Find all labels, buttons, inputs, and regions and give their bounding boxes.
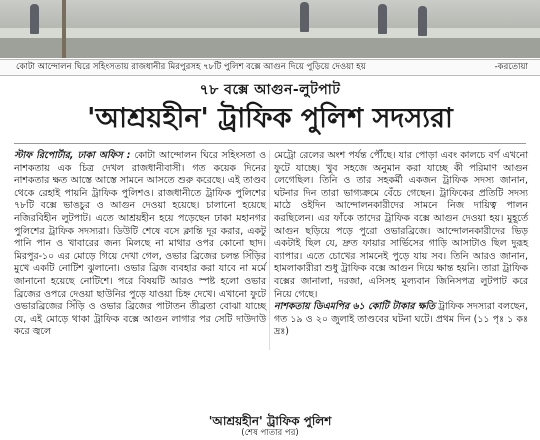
headline-rule bbox=[14, 143, 526, 144]
photo-person bbox=[418, 6, 427, 36]
photo-pole bbox=[62, 0, 66, 58]
article-left-body: কোটা আন্দোলন ঘিরে সহিংসতা ও নাশকতায় এক চিত্র দেখল রাজধানীবাসী। গত কয়েক দিনের নাশকতার ক্ষত আস্তে আস্তে সামনে আসতে শুরু করেছে। এই তাণ্ডব থেকে রেহাই পায়নি ট্রাফিক পুলিশও। রাজধানীতে ট্রাফিক পুলিশের ৭৮টি বক্সে ভাঙচুর ও আগুন দেওয়া হয়েছে। চালানো হয়েছে নজিরবিহীন লুটপাট। এতে আশ্রয়হীন হয়ে পড়েছেন ঢাকা মহানগর পুলিশের ট্রাফিক সদস্যরা। ডিউটি শেষে বসে ক্লান্তি দূর করার, একটু পানি পান ও খাবারের জন্য মিলছে না মাথার ওপর কোনো ছাদ। মিরপুর-১০ এর মোড়ে গিয়ে দেখা গেল, ওভার ব্রিজের চলন্ত সিঁড়ির মুখে একটি নোটিশ ঝুলানো। ওভার ব্রিজ ব্যবহার করা যাবে না মর্মে জানানো হয়েছে নোটিশে। পরে বিষয়টি আরও স্পষ্ট হলো ওভার ব্রিজের ওপরে দেওয়া ছাউনির পুড়ে যাওয়া চিহ্ন দেখে। এখানো ফুটে ওভারব্রিজের সিঁড়ি ও ওভার ব্রিজের পাটাতন তীব্রতা বোঝা যাচ্ছে যে, এই মোড়ে থাকা ট্রাফিক বক্সে আগুন লাগার পর সেটি দাউদাউ করে জ্বলে bbox=[14, 150, 266, 338]
continuation-title: 'আশ্রয়হীন' ট্রাফিক পুলিশ bbox=[208, 414, 332, 428]
article-paragraph bbox=[14, 150, 266, 339]
column-separator bbox=[269, 150, 270, 350]
article-kicker: ৭৮ বক্সে আগুন-লুটপাট bbox=[199, 82, 341, 98]
photo-road bbox=[0, 38, 540, 58]
article-column-left bbox=[14, 150, 266, 339]
article-column-right bbox=[274, 150, 528, 339]
news-photo bbox=[0, 0, 540, 58]
photo-person bbox=[300, 2, 309, 32]
article-right-body: মেট্রো রেলের অংশ পর্যন্ত পৌঁছে। যার পোড়া এবং কালচে বর্ণ এখনো ফুটে যাচ্ছে। খুব সহজে অনুমান করা যাচ্ছে কী পরিমাণ আগুন লেগেছিল। তিনি ও তার সহকর্মী একজন ট্রাফিক সদস্য জানান, ঘটনার দিন তারা ভাগ্যক্রমে বেঁচে গেছেন। ট্রাফিকের প্রতিটি সদস্য মাঠে ওইদিন আন্দোলনকারীদের সামনে নিজ দায়িত্ব পালন করছিলেন। এর ফাঁকে তাদের ট্রাফিক বক্সে আগুন দেওয়া হয়। মুহূর্তে আগুন ছড়িয়ে পড়ে পুরো ওভারব্রিজে। আন্দোলনকারীদের ভিড় একটাই ছিল যে, দ্রুত ফায়ার সার্ভিসের গাড়ি আসাটাও ছিল দুরূহ ব্যাপার। এতে চোখের সামনেই পুড়ে যায় সব। তিনি আরও জানান, হামলাকারীরা শুধু ট্রাফিক বক্সে আগুন দিয়ে ক্ষান্ত হয়নি। তারা ট্রাফিক বক্সের জানালা, দরজা, এসিসহ মূল্যবান জিনিসপত্র লুটপাট করে নিয়ে গেছে। bbox=[274, 150, 528, 300]
photo-caption-bar bbox=[0, 59, 540, 76]
article-byline: স্টাফ রিপোর্টার, ঢাকা অফিস : bbox=[14, 150, 131, 161]
photo-curb bbox=[0, 28, 540, 38]
photo-credit: -করতোয়া bbox=[494, 62, 528, 72]
article-continuation: (১১ পৃঃ ১ কঃ দ্রঃ) bbox=[274, 313, 528, 338]
article-subhead-body: ট্রাফিক সদস্যরা বলছেন, গত ১৯ ও ২০ জুলাই তাণ্ডবের ঘটনা ঘটে। প্রথম দিন bbox=[274, 301, 529, 325]
photo-person bbox=[30, 4, 39, 34]
article-subhead: নাশকতায় ডিএমপির ৬১ কোটি টাকার ক্ষতি bbox=[274, 301, 436, 313]
continuation-header bbox=[0, 414, 540, 439]
article-headline: 'আশ্রয়হীন' ট্রাফিক পুলিশ সদস্যরা bbox=[87, 103, 453, 134]
continuation-subtitle: (শেষ পাতার পর) bbox=[241, 428, 299, 438]
photo-caption: কোটা আন্দোলন ঘিরে সহিংসতায় রাজধানীর মিরপুরসহ ৭৮টি পুলিশ বক্সে আগুন দিয়ে পুড়িয়ে দেওয়া হয় bbox=[16, 62, 366, 72]
photo-person bbox=[378, 4, 387, 34]
